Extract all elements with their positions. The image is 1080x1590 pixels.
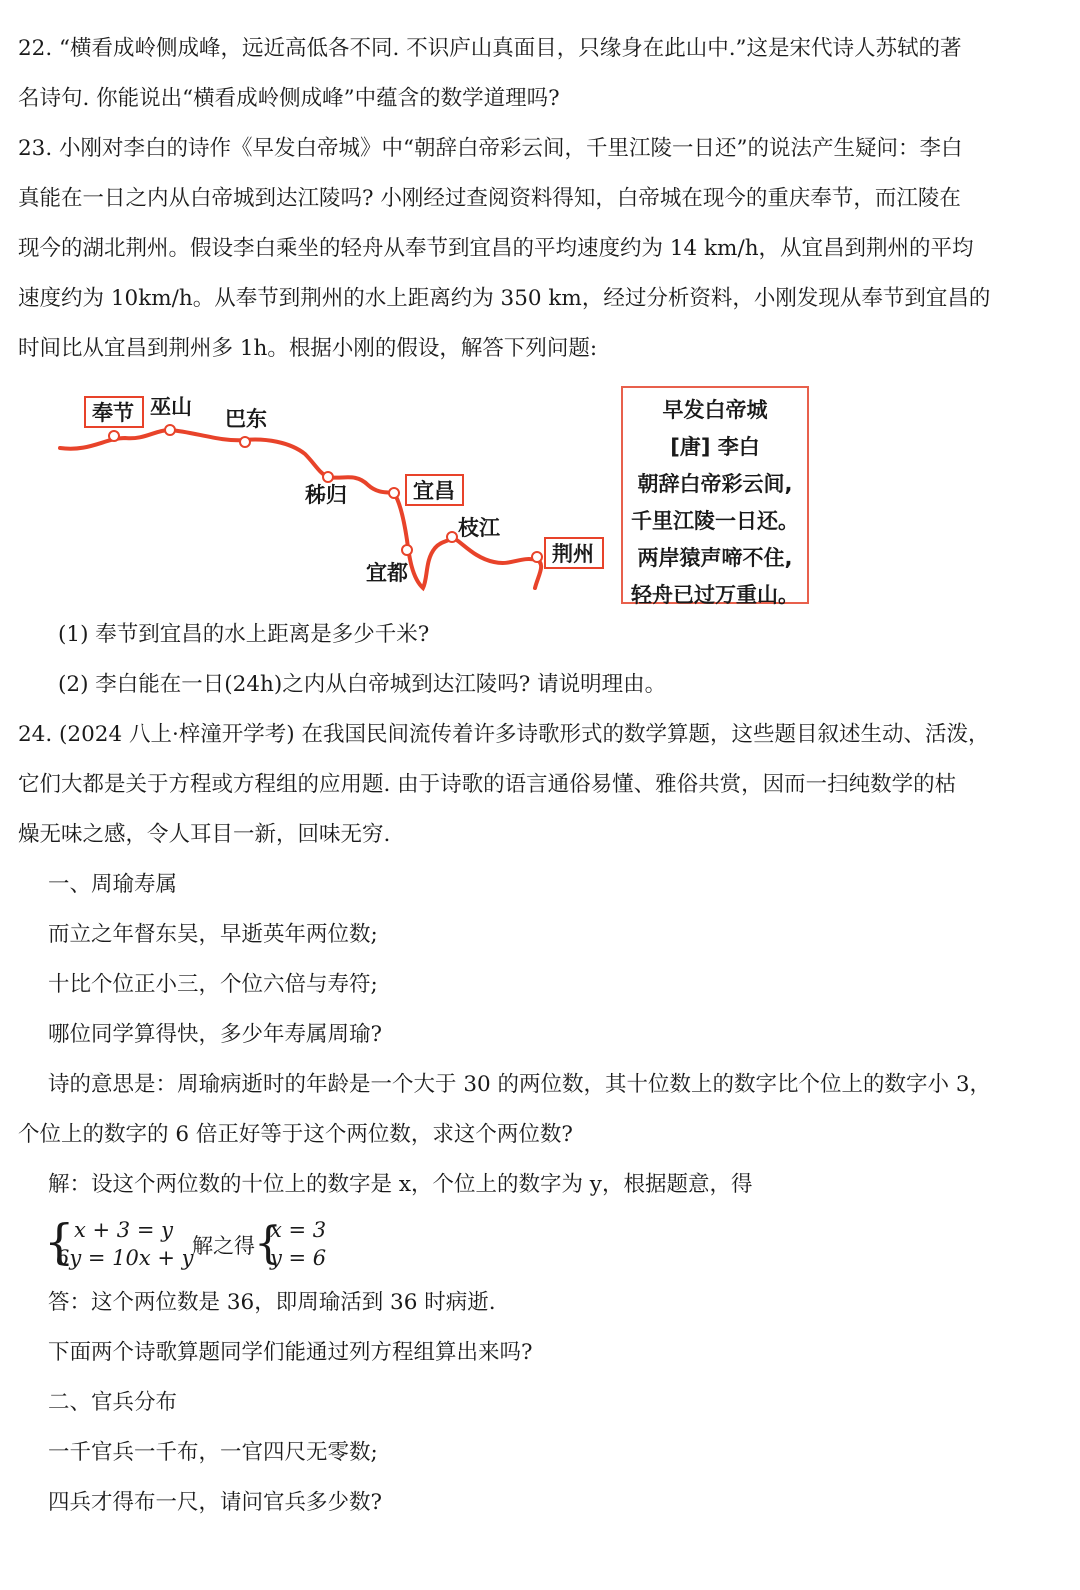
solution-intro: 解：设这个两位数的十位上的数字是 x，个位上的数字为 y，根据题意，得 xyxy=(48,1172,753,1197)
equation-1: x + 3 = y xyxy=(74,1218,173,1242)
zigui-dot xyxy=(323,472,333,482)
poem-title: 早发白帝城 xyxy=(662,398,768,422)
river-map xyxy=(50,380,620,605)
zhijiang-label: 枝江 xyxy=(458,516,500,540)
equation-2: 6y = 10x + y xyxy=(56,1246,194,1270)
q22-line-2: 名诗句. 你能说出“横看成岭侧成峰”中蕴含的数学道理吗? xyxy=(18,86,560,111)
yangtze-river-path xyxy=(60,430,541,588)
meaning-line-2: 个位上的数字的 6 倍正好等于这个两位数，求这个两位数? xyxy=(18,1122,573,1147)
zhijiang-dot xyxy=(447,532,457,542)
q23-line-2: 真能在一日之内从白帝城到达江陵吗? 小刚经过查阅资料得知，白帝城在现今的重庆奉节，而江陵在 xyxy=(18,186,961,211)
poem-box xyxy=(621,386,809,607)
fengjie-dot xyxy=(109,431,119,441)
poem-line-2: 千里江陵一日还。 xyxy=(631,509,799,533)
yidu-label: 宜都 xyxy=(366,561,408,585)
jingzhou-label: 荆州 xyxy=(552,542,594,566)
badong-dot xyxy=(240,437,250,447)
solve-label: 解之得 xyxy=(192,1234,255,1258)
wushan-dot xyxy=(165,425,175,435)
result-brace: { xyxy=(254,1218,282,1269)
q24-line-2: 它们大都是关于方程或方程组的应用题. 由于诗歌的语言通俗易懂、雅俗共赏，因而一扫纯数学的枯 xyxy=(18,772,957,797)
fengjie-label: 奉节 xyxy=(92,401,134,425)
equation-system xyxy=(44,1216,344,1272)
wushan-label: 巫山 xyxy=(150,395,192,419)
q23-line-5: 时间比从宜昌到荆州多 1h。根据小刚的假设，解答下列问题: xyxy=(18,336,598,361)
poem-line-3: 两岸猿声啼不住, xyxy=(637,546,793,570)
yidu-dot xyxy=(402,545,412,555)
q23-line-4: 速度约为 10km/h。从奉节到荆州的水上距离约为 350 km，经过分析资料，小刚发现从奉节到宜昌的 xyxy=(18,286,991,311)
yichang-dot xyxy=(389,488,399,498)
zigui-label: 秭归 xyxy=(305,483,347,507)
result-2: y = 6 xyxy=(270,1246,327,1270)
section-2-title: 二、官兵分布 xyxy=(48,1390,178,1415)
q23-line-1: 23. 小刚对李白的诗作《早发白帝城》中“朝辞白帝彩云间，千里江陵一日还”的说法产生疑问：李白 xyxy=(18,136,963,161)
next-prompt: 下面两个诗歌算题同学们能通过列方程组算出来吗? xyxy=(48,1340,533,1365)
section-1-title: 一、周瑜寿属 xyxy=(48,872,178,897)
poem-line-4: 轻舟已过万重山。 xyxy=(631,583,799,607)
poem-1-line-2: 十比个位正小三，个位六倍与寿符; xyxy=(48,972,378,997)
left-brace: { xyxy=(44,1214,75,1270)
poem-line-1: 朝辞白帝彩云间, xyxy=(637,472,793,496)
poem-2-line-1: 一千官兵一千布，一官四尺无零数; xyxy=(48,1440,378,1465)
result-1: x = 3 xyxy=(270,1218,327,1242)
poem-1-line-1: 而立之年督东吴，早逝英年两位数; xyxy=(48,922,378,947)
q23-line-3: 现今的湖北荆州。假设李白乘坐的轻舟从奉节到宜昌的平均速度约为 14 km/h，从宜昌到荆州的平均 xyxy=(18,236,974,261)
poem-author: [唐] 李白 xyxy=(670,435,760,459)
q22-line-1: 22. “横看成岭侧成峰，远近高低各不同. 不识庐山真面目，只缘身在此山中.”这是宋代诗人苏轼的著 xyxy=(18,36,962,61)
badong-label: 巴东 xyxy=(225,407,267,431)
yichang-label: 宜昌 xyxy=(413,479,455,503)
jingzhou-dot xyxy=(532,552,542,562)
poem-1-line-3: 哪位同学算得快，多少年寿属周瑜? xyxy=(48,1022,383,1047)
answer-line: 答：这个两位数是 36，即周瑜活到 36 时病逝. xyxy=(48,1290,496,1315)
poem-2-line-2: 四兵才得布一尺，请问官兵多少数? xyxy=(48,1490,383,1515)
q24-line-1: 24. (2024 八上·梓潼开学考) 在我国民间流传着许多诗歌形式的数学算题，这些题目叙述生动、活泼， xyxy=(18,722,990,747)
meaning-line-1: 诗的意思是：周瑜病逝时的年龄是一个大于 30 的两位数，其十位数上的数字比个位上的数字小 3， xyxy=(48,1072,992,1097)
q23-sub-2: (2) 李白能在一日(24h)之内从白帝城到达江陵吗? 请说明理由。 xyxy=(58,672,667,697)
q24-line-3: 燥无味之感，令人耳目一新，回味无穷. xyxy=(18,822,391,847)
q23-sub-1: (1) 奉节到宜昌的水上距离是多少千米? xyxy=(58,622,430,647)
